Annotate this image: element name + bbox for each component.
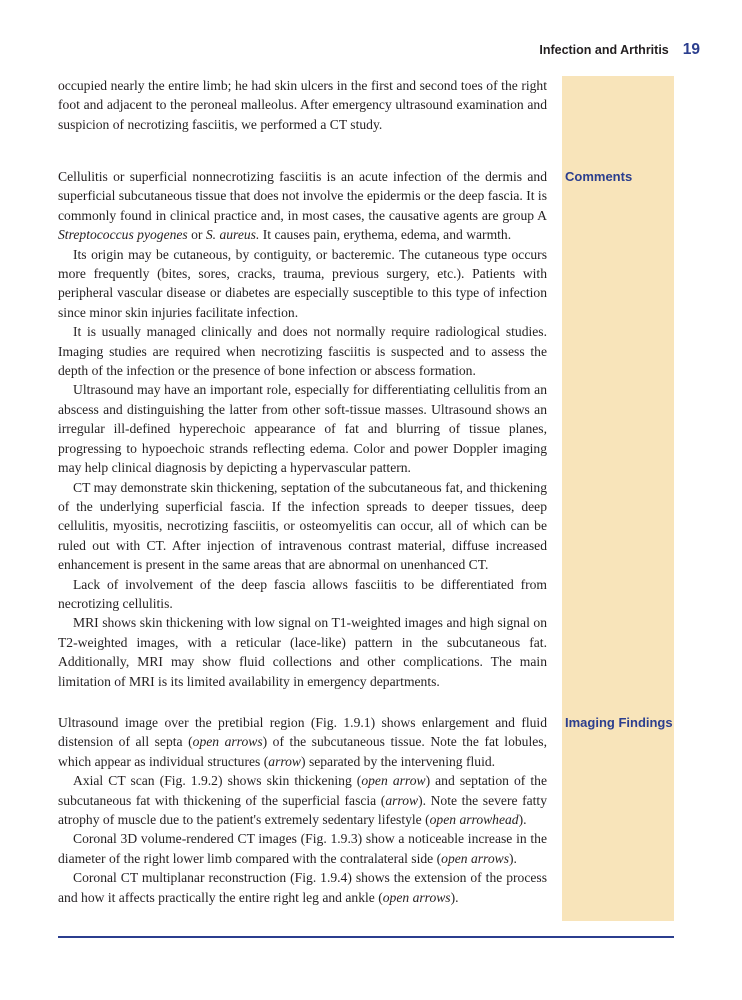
- text-run: Ultrasound image over the pretibial region (Fig. 1.9.1) shows enlargement and fluid distension of all septa (: [58, 715, 547, 750]
- text-run: Coronal CT multiplanar reconstruction (Fig. 1.9.4) shows the extension of the process and how it affects practically the entire right leg and ankle (: [58, 870, 547, 905]
- text-run: or: [187, 227, 206, 243]
- text-run-italic: Streptococcus pyogenes: [58, 227, 188, 243]
- page-number: 19: [682, 41, 700, 58]
- text-run: ) of the subcutaneous tissue. Note the fat lobules, which appear as individual structures (: [58, 734, 547, 769]
- sidebar-band: [562, 76, 674, 921]
- comments-paragraph-1: [58, 167, 547, 245]
- comments-label: Comments: [565, 169, 633, 184]
- text-run: Cellulitis or superficial nonnecrotizing fasciitis is an acute infection of the dermis and superficial subcutaneous tissue that does not involve the epidermis or the deep fascia. It is commonly found in clinical practice and, in most cases, the causative agents are group A: [58, 169, 547, 223]
- comments-paragraph-6: Lack of involvement of the deep fascia allows fasciitis to be differentiated from necrotizing cellulitis.: [58, 576, 547, 611]
- comments-section: [58, 167, 547, 691]
- text-run: ).: [518, 812, 527, 828]
- text-run-italic: open arrowhead: [429, 812, 519, 828]
- imaging-findings-label: Imaging Findings: [565, 715, 673, 730]
- text-run: Coronal 3D volume-rendered CT images (Fig. 1.9.3) show a noticeable increase in the diameter of the right lower limb compared with the contralateral side (: [58, 831, 547, 866]
- imaging-paragraph-4: [58, 868, 547, 907]
- text-run-italic: open arrows: [441, 850, 509, 866]
- history-section: [58, 76, 547, 134]
- text-run-italic: arrow: [385, 792, 419, 808]
- text-run-italic: open arrow: [361, 773, 426, 789]
- comments-paragraph-7: MRI shows skin thickening with low signal on T1-weighted images and high signal on T2-weighted images, with a reticular (lace-like) pattern in the subcutaneous fat. Additionally, MRI may show fluid collections and other complications. The main limitation of MRI is its limited availability in emergency departments.: [58, 615, 547, 689]
- imaging-paragraph-3: [58, 829, 547, 868]
- text-run: ) and septation of the subcutaneous fat with thickening of the superficial fascia (: [58, 773, 547, 808]
- comments-paragraph-4: Ultrasound may have an important role, especially for differentiating cellulitis from an abscess and distinguishing the latter from other soft-tissue masses. Ultrasound shows an irregular ill-defined hyperechoic appearance of fat and blurring of tissue planes, progressing to hypoechoic strands reflecting edema. Color and power Doppler imaging may help clinical diagnosis by depicting a hypervascular pattern.: [58, 382, 547, 476]
- comments-paragraph-3: It is usually managed clinically and does not normally require radiological studies. Imaging studies are required when necrotizing fasciitis is suspected and to assess the depth of the infection or the presence of bone infection or abscess formation.: [58, 324, 547, 379]
- text-run: ).: [509, 850, 517, 866]
- imaging-paragraph-1: [58, 713, 547, 771]
- text-run: It causes pain, erythema, edema, and warmth.: [259, 227, 512, 243]
- text-run-italic: S. aureus.: [205, 227, 260, 243]
- text-run-italic: arrow: [268, 753, 302, 769]
- footer-rule: [58, 936, 674, 938]
- running-head: [539, 41, 700, 59]
- imaging-findings-section: [58, 713, 547, 907]
- comments-paragraph-2: Its origin may be cutaneous, by contiguity, or bacteremic. The cutaneous type occurs more frequently (bites, sores, cracks, trauma, previous surgery, etc.). Patients with peripheral vascular disease or diabetes are especially susceptible to this type of infection since minor skin injuries facilitate infection.: [58, 246, 547, 320]
- history-paragraph: occupied nearly the entire limb; he had skin ulcers in the first and second toes of the right foot and adjacent to the peroneal malleolus. After emergency ultrasound examination and suspicion of necrotizing fasciitis, we performed a CT study.: [58, 78, 547, 132]
- text-run: ) separated by the intervening fluid.: [301, 753, 496, 769]
- text-run: ).: [450, 889, 459, 905]
- text-run-italic: open arrows: [192, 734, 263, 750]
- text-run: Axial CT scan (Fig. 1.9.2) shows skin thickening (: [73, 773, 362, 789]
- text-run: ). Note the severe fatty atrophy of muscle due to the patient's extremely sedentary lifestyle (: [58, 792, 547, 828]
- imaging-paragraph-2: [58, 771, 547, 829]
- text-run-italic: open arrows: [382, 889, 451, 905]
- running-title: Infection and Arthritis: [539, 43, 669, 57]
- comments-paragraph-5: CT may demonstrate skin thickening, septation of the subcutaneous fat, and thickening of the underlying superficial fascia. If the infection spreads to deeper tissues, deep cellulitis, myositis, necrotizing fasciitis, or osteomyelitis can occur, all of which can be ruled out with CT. After injection of intravenous contrast material, diffuse increased enhancement is present in the same areas that are abnormal on unenhanced CT.: [58, 479, 547, 573]
